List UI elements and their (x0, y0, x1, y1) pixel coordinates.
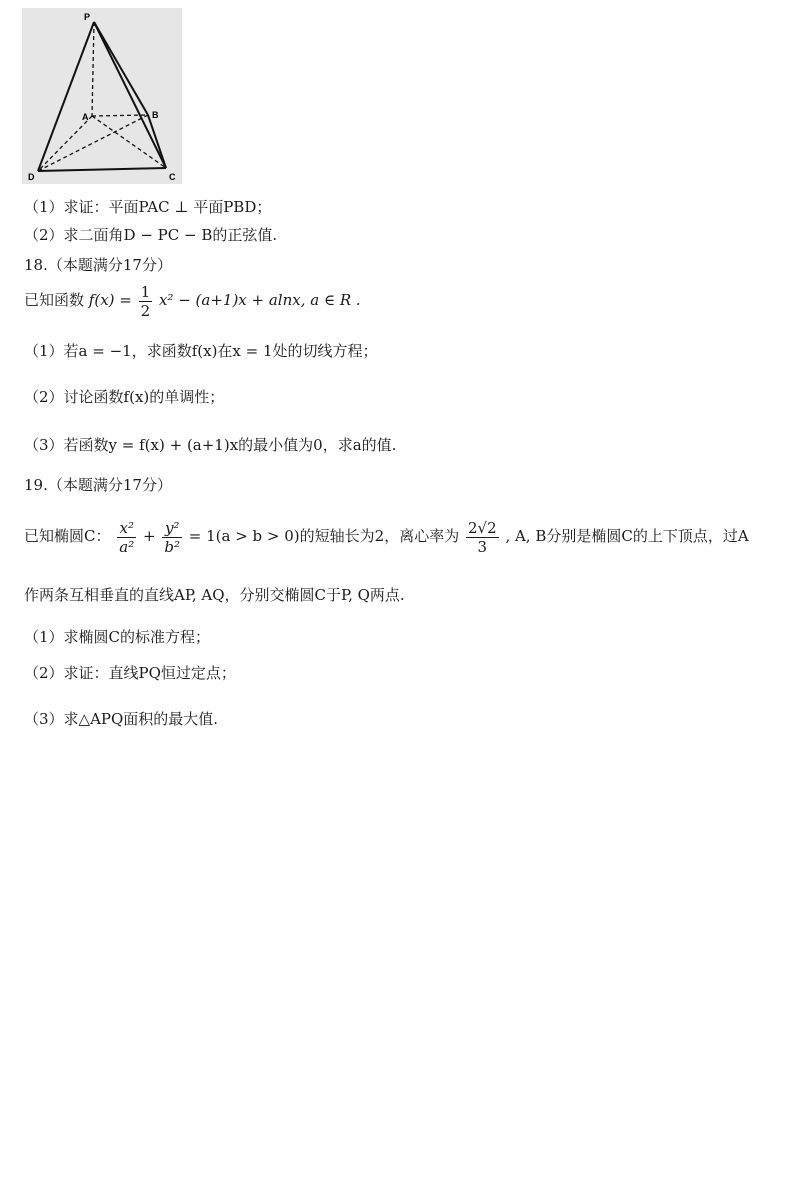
edge-PD (38, 22, 94, 171)
q18-part1: （1）若a = −1，求函数f(x)在x = 1处的切线方程； (24, 342, 378, 360)
edge-BC (148, 115, 166, 168)
q18-frac-denominator: 2 (140, 301, 151, 320)
q19-eccentricity (466, 519, 499, 556)
q19-header: 19.（本题满分17分） (24, 476, 172, 494)
q19-frac-y-num: y² (162, 519, 182, 538)
edge-AD (38, 116, 92, 171)
q18-header: 18.（本题满分17分） (24, 256, 172, 274)
q19-intro-mid: = 1(a > b > 0)的短轴长为2，离心率为 (188, 527, 460, 545)
q19-intro-tail: , A, B分别是椭圆C的上下顶点，过A (505, 527, 749, 545)
q19-part2: （2）求证：直线PQ恒过定点； (24, 664, 236, 682)
label-D: D (28, 172, 35, 182)
q19-frac-x-num: x² (117, 519, 136, 538)
q19-ecc-den: 3 (477, 537, 488, 556)
q18-intro-lhs: f(x) = (88, 291, 132, 309)
q19-plus: + (143, 527, 156, 545)
label-C: C (169, 172, 176, 182)
q18-intro-prefix: 已知函数 (24, 291, 85, 309)
q19-ecc-num: 2√2 (468, 518, 497, 537)
q18-frac-numerator: 1 (140, 282, 151, 301)
edge-BD (38, 115, 148, 171)
q19-part1: （1）求椭圆C的标准方程； (24, 628, 211, 646)
q19-part3: （3）求△APQ面积的最大值. (24, 710, 219, 728)
edge-PB (94, 22, 148, 115)
edge-PC (94, 22, 166, 168)
label-B: B (152, 110, 159, 120)
q17-part2: （2）求二面角D − PC − B的正弦值. (24, 226, 278, 244)
q17-part1: （1）求证：平面PAC ⊥ 平面PBD； (24, 198, 272, 216)
q18-intro (24, 280, 361, 320)
q19-frac-y (162, 519, 182, 556)
edge-AC (92, 116, 166, 168)
q19-frac-x-den: a² (119, 537, 135, 556)
q19-intro-prefix: 已知椭圆C： (24, 527, 111, 545)
edge-PA (92, 22, 94, 116)
q18-part3: （3）若函数y = f(x) + (a+1)x的最小值为0，求a的值. (24, 436, 397, 454)
label-P: P (84, 12, 91, 22)
q18-part2: （2）讨论函数f(x)的单调性； (24, 388, 225, 406)
q18-intro-rhs: x² − (a+1)x + alnx, a ∈ R . (158, 291, 361, 309)
pyramid-diagram (22, 8, 182, 184)
pyramid-figure (22, 8, 182, 184)
label-A: A (82, 112, 89, 122)
q18-intro-fraction (139, 283, 153, 320)
q19-frac-y-den: b² (164, 537, 180, 556)
q19-frac-x (117, 519, 136, 556)
q19-line2: 作两条互相垂直的直线AP, AQ，分别交椭圆C于P, Q两点. (24, 586, 405, 604)
q19-intro (24, 512, 749, 560)
edge-DC (38, 168, 166, 171)
